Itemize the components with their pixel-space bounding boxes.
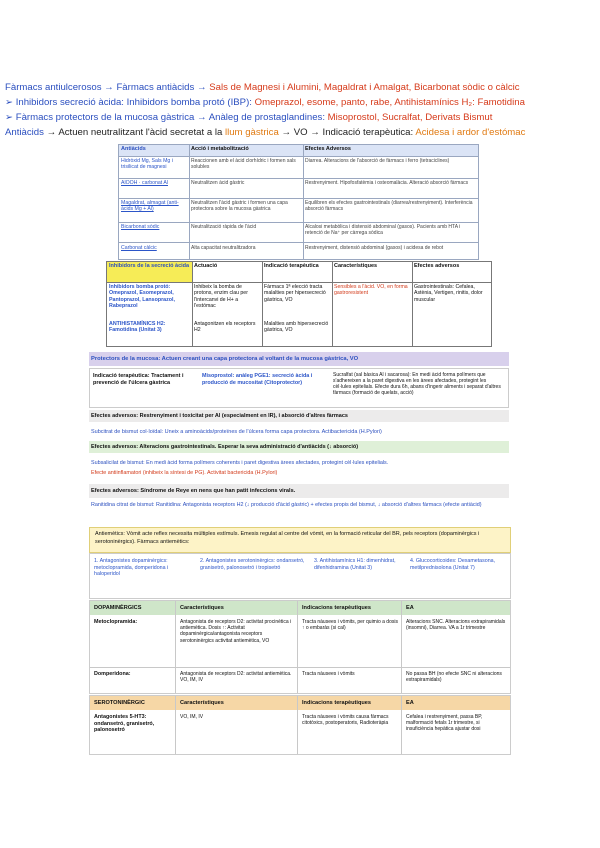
dopa-header-name: DOPAMINÈRGICS (94, 605, 142, 611)
dopa-row-1-features: Antagonista de receptors D2: activitat procinètica i antiemètica. Dosis ↑: Activitat dopaminèrgica/antagonista receptors serotoninèrgics activitat antiemètica, VO (180, 619, 292, 644)
antacids-header-action: Acció i metabolització (189, 145, 303, 156)
mucosa-sucralfat-adverse: Efectes adversos: Restrenyiment i toxicitat per Al (especialment en IR), i absorció d'altres fàrmacs (89, 410, 509, 422)
header-3b: Misoprostol, Sucralfat, Derivats Bismut (327, 112, 493, 123)
antacid-row-1-action: Reaccionen amb el àcid clorhídric i formen sals solubles (191, 158, 296, 171)
header-line-2 (5, 96, 597, 109)
sero-header-name: SEROTONINÈRGIC (94, 700, 145, 706)
antacids-table (118, 144, 479, 260)
header-3a: ➢ Fàrmacs protectors de la mucosa gàstrica → Anàleg de prostaglandines: (5, 112, 328, 123)
antiemetic-group-3: 3. Antihistamínics H1: dimenhidrat, difenhidramina (Unitat 3) (314, 558, 396, 571)
dopa-row-2-indication: Tracta nàusees i vòmits (302, 671, 355, 677)
dopa-header-ea: EA (406, 605, 414, 611)
ipp-header-features: Característiques (334, 263, 378, 269)
header-4b: → Actuen neutralitzant l'àcid secretat a la (43, 127, 225, 138)
dopa-table (89, 600, 511, 694)
antacid-row-2-adverse: Restrenyiment. Hipofosfatèmia i osteomalàcia. Alteració absorció fàrmacs (305, 180, 469, 186)
antacid-row-5-action: Alta capacitat neutralitzadora (191, 245, 256, 251)
dopa-row-1-name: Metoclopramida: (94, 619, 138, 625)
antacid-row-3-action: Neutralitzen l'àcid gàstric i formen una capa protectora sobre la mucosa gàstrica (191, 200, 288, 213)
mucosa-title: Protectors de la mucosa: Actuen creant una capa protectora al voltant de la mucosa gàstrica, VO (89, 352, 509, 366)
ipp-row-1-indication: Fàrmacs 1ª elecció tracta malalties per hipersecreció gàstrica, VO (264, 284, 326, 303)
dopa-row-1-ea: Alteracions SNC. Alteracions extrapiramidals (insomni), Diarrea. VA a 1r trimestre (406, 619, 506, 632)
dopa-row-2-features: Antagonista de receptors D2: activitat antiemètica. VO, IM, IV (180, 671, 292, 684)
antacid-row-3-name: Magaldrat, almagat (anti-àcids Mg + Al) (121, 200, 179, 213)
mucosa-sucralfat: Sucralfat (sal bàsica Al i sacarosa): En medi àcid forma polímers que s'adhereixen a la paret digestiva en les àrees afectades, protegint les cèl·lules epitelials. Efecte dura 6h, abans d'ingerir aliments i separat d'altres fàrmacs (formació de quelats, acció) (333, 372, 501, 396)
ipp-header-name: Inhibidors de la secreció àcida (107, 262, 192, 282)
sero-row-indication: Tracta nàusees i vòmits causa fàrmacs citotòxics, postoperatoris, Radioteràpia (302, 714, 389, 727)
antiemetics-groups (89, 553, 511, 599)
antacid-row-4-adverse: Alcalosi metabòlica i distensió abdominal (gasos). Pacients amb HTA i retenció de Na⁺ per càrrega sòdica (305, 224, 461, 237)
sero-row-ea: Cefalea i restrenyiment, passa BP, malformació fetals 1r trimestre, si insuficiència hepàtica ajustar dosi (406, 714, 483, 733)
ipp-row-1-action: Inhibeix la bomba de protons, enzim clau per l'intercanvi de H+ a l'estómac (194, 284, 248, 309)
ipp-row-1-features: Sensibles a l'àcid. VO, en forma gastroresistent (334, 284, 408, 297)
ipp-table (106, 261, 492, 347)
header-2b: Omeprazol, esome, panto, rabe, Antihistamínics H₂: Famotidina (254, 97, 525, 108)
sero-row-name: Antagonistes 5-HT3: ondansetró, granisetró, palonosetró (94, 714, 155, 734)
antacid-row-5-adverse: Restrenyiment, distensió abdominal (gasos) i acidesa de rebot (305, 245, 444, 251)
sero-header-indication: Indicacions terapèutiques (302, 700, 372, 706)
antiemetic-group-4: 4. Glucocorticoides: Dexametasona, metilprednisolona (Unitat 7) (410, 558, 496, 571)
antiemetics-intro: Antiemètics: Vòmit acte reflex necessita múltiples estímuls. Emesis regulat al centre del vòmit, en la formació reticular del BR, pels receptors (dopaminèrgics i serotoninèrgics). Fàrmacs antiemètics: (89, 527, 511, 553)
antacid-row-5-name: Carbonat càlcic (121, 245, 157, 251)
sero-row-features: VO, IM, IV (180, 714, 204, 720)
header-4e: Acidesa i ardor d'estómac (415, 127, 526, 138)
header-line-4 (5, 126, 597, 139)
antacid-row-1-adverse: Diarrea. Alteracions de l'absorció de fàrmacs i ferro (tetraciclines) (305, 158, 450, 164)
ipp-row-1-adverse: Gastrointestinals: Cefalea, Astènia, Vertigen, rinitis, dolor muscular (414, 284, 483, 303)
antiemetic-group-2: 2. Antagonistes serotoninèrgics: ondansetró, granisetró, palonosetró i tropisetró (200, 558, 305, 571)
header-line-3 (5, 111, 597, 124)
mucosa-ranitidine: Ranitidina citrat de bismut: Ranitidina: Antagonista receptors H2 (↓ producció d'àcid gàstric) + efectes propis del bismut, ↓ absorció d'altres fàrmacs (efecte antiàcid) (91, 502, 482, 508)
header-4a: Antiàcids (5, 127, 44, 138)
header-1c: Sals de Magnesi i Alumini, Magaldrat i Amalgat, Bicarbonat sòdic o càlcic (209, 82, 520, 93)
antacid-row-2-action: Neutralitzen àcid gàstric (191, 180, 245, 186)
ipp-header-indication: Indicació terapèutica (264, 263, 319, 269)
antacids-header-name: Antiàcids (119, 145, 189, 156)
mucosa-bismuth-colloid: Subcitrat de bismut col·loïdal: Uneix a aminoàcids/proteïnes de l'úlcera forma capa protectora. Actibactericida (H.Pylori) (91, 429, 382, 435)
ipp-header-adverse: Efectes adversos (414, 263, 460, 269)
dopa-row-1-indication: Tracta nàusees i vòmits, per quimio a dosis ↑ o embaràs (si cal) (302, 619, 398, 632)
header-1a: Fàrmacs antiulcerosos → (5, 82, 117, 93)
mucosa-subsalicylate-2: Efecte antiinflamatori (inhibeix la síntesi de PG). Activitat bactericida (H.Pylori) (91, 470, 278, 476)
antiemetic-group-1: 1. Antagonistes dopaminèrgics: metoclopramida, domperidona i haloperidol (94, 558, 169, 577)
antacid-row-1-name: Hidròxid Mg, Sals Mg i trisilicat de magnesi (121, 158, 173, 171)
ipp-row-2-indication: Malalties amb hipersecreció gàstrica, VO (264, 321, 329, 334)
mucosa-subsalicylate: Subsalicilat de bismut: En medi àcid forma polímers coherents i paret digestiva àrees afectades, protegint cèl·lules epitelials. (91, 460, 389, 466)
dopa-row-2-ea: No passa BH (no efecte SNC ni alteracions extrapiramidals) (406, 671, 502, 684)
mucosa-bismuth-colloid-adverse: Efectes adversos: Alteracions gastrointestinals. Esperar la seva administració d'antiàcids (↓ absorció) (89, 441, 509, 453)
ipp-row-2-name: ANTIHISTAMÍNICS H2: Famotidina (Unitat 3) (109, 321, 166, 334)
sero-table (89, 695, 511, 755)
sero-header-features: Característiques (180, 700, 224, 706)
dopa-header-indication: Indicacions terapèutiques (302, 605, 372, 611)
dopa-row-2-name: Domperidona: (94, 671, 131, 677)
mucosa-indication: Indicació terapèutica: Tractament i prevenció de l'úlcera gàstrica (93, 373, 184, 386)
header-1b: Fàrmacs antiàcids → (116, 82, 210, 93)
antacid-row-2-name: AlOOH · carbonat Al (121, 180, 168, 186)
header-4c: llum gàstrica (224, 127, 279, 138)
ipp-row-1-name: Inhibidors bomba protó: Omeprazol, Esomeprazol, Pantoprazol, Lansoprazol, Rabeprazol (109, 284, 175, 310)
sero-header-ea: EA (406, 700, 414, 706)
mucosa-misoprostol: Misoprostol: anàleg PGE1: secreció àcida i producció de mucositat (Citoprotector) (202, 373, 313, 386)
antacids-header-adverse: Efectes Adversos (303, 145, 478, 156)
ipp-header-action: Actuació (194, 263, 218, 269)
header-4d: → VO → Indicació terapèutica: (278, 127, 416, 138)
header-2a: ➢ Inhibidors secreció àcida: Inhibidors bomba protó (IBP): (5, 97, 255, 108)
antacid-row-4-action: Neutralització ràpida de l'àcid (191, 224, 257, 230)
ipp-row-2-action: Antagonitzen els receptors H2 (194, 321, 256, 334)
antacid-row-4-name: Bicarbonat sòdic (121, 224, 160, 230)
antacid-row-3-adverse: Equilibren els efectes gastrointestinals (diarrea/restrenyiment). Interferència absorció fàrmacs (305, 200, 473, 213)
dopa-header-features: Característiques (180, 605, 224, 611)
header-line-1 (5, 81, 597, 94)
mucosa-subsalicylate-adverse: Efectes adversos: Síndrome de Reye en nens que han patit infeccions virals. (89, 484, 509, 498)
